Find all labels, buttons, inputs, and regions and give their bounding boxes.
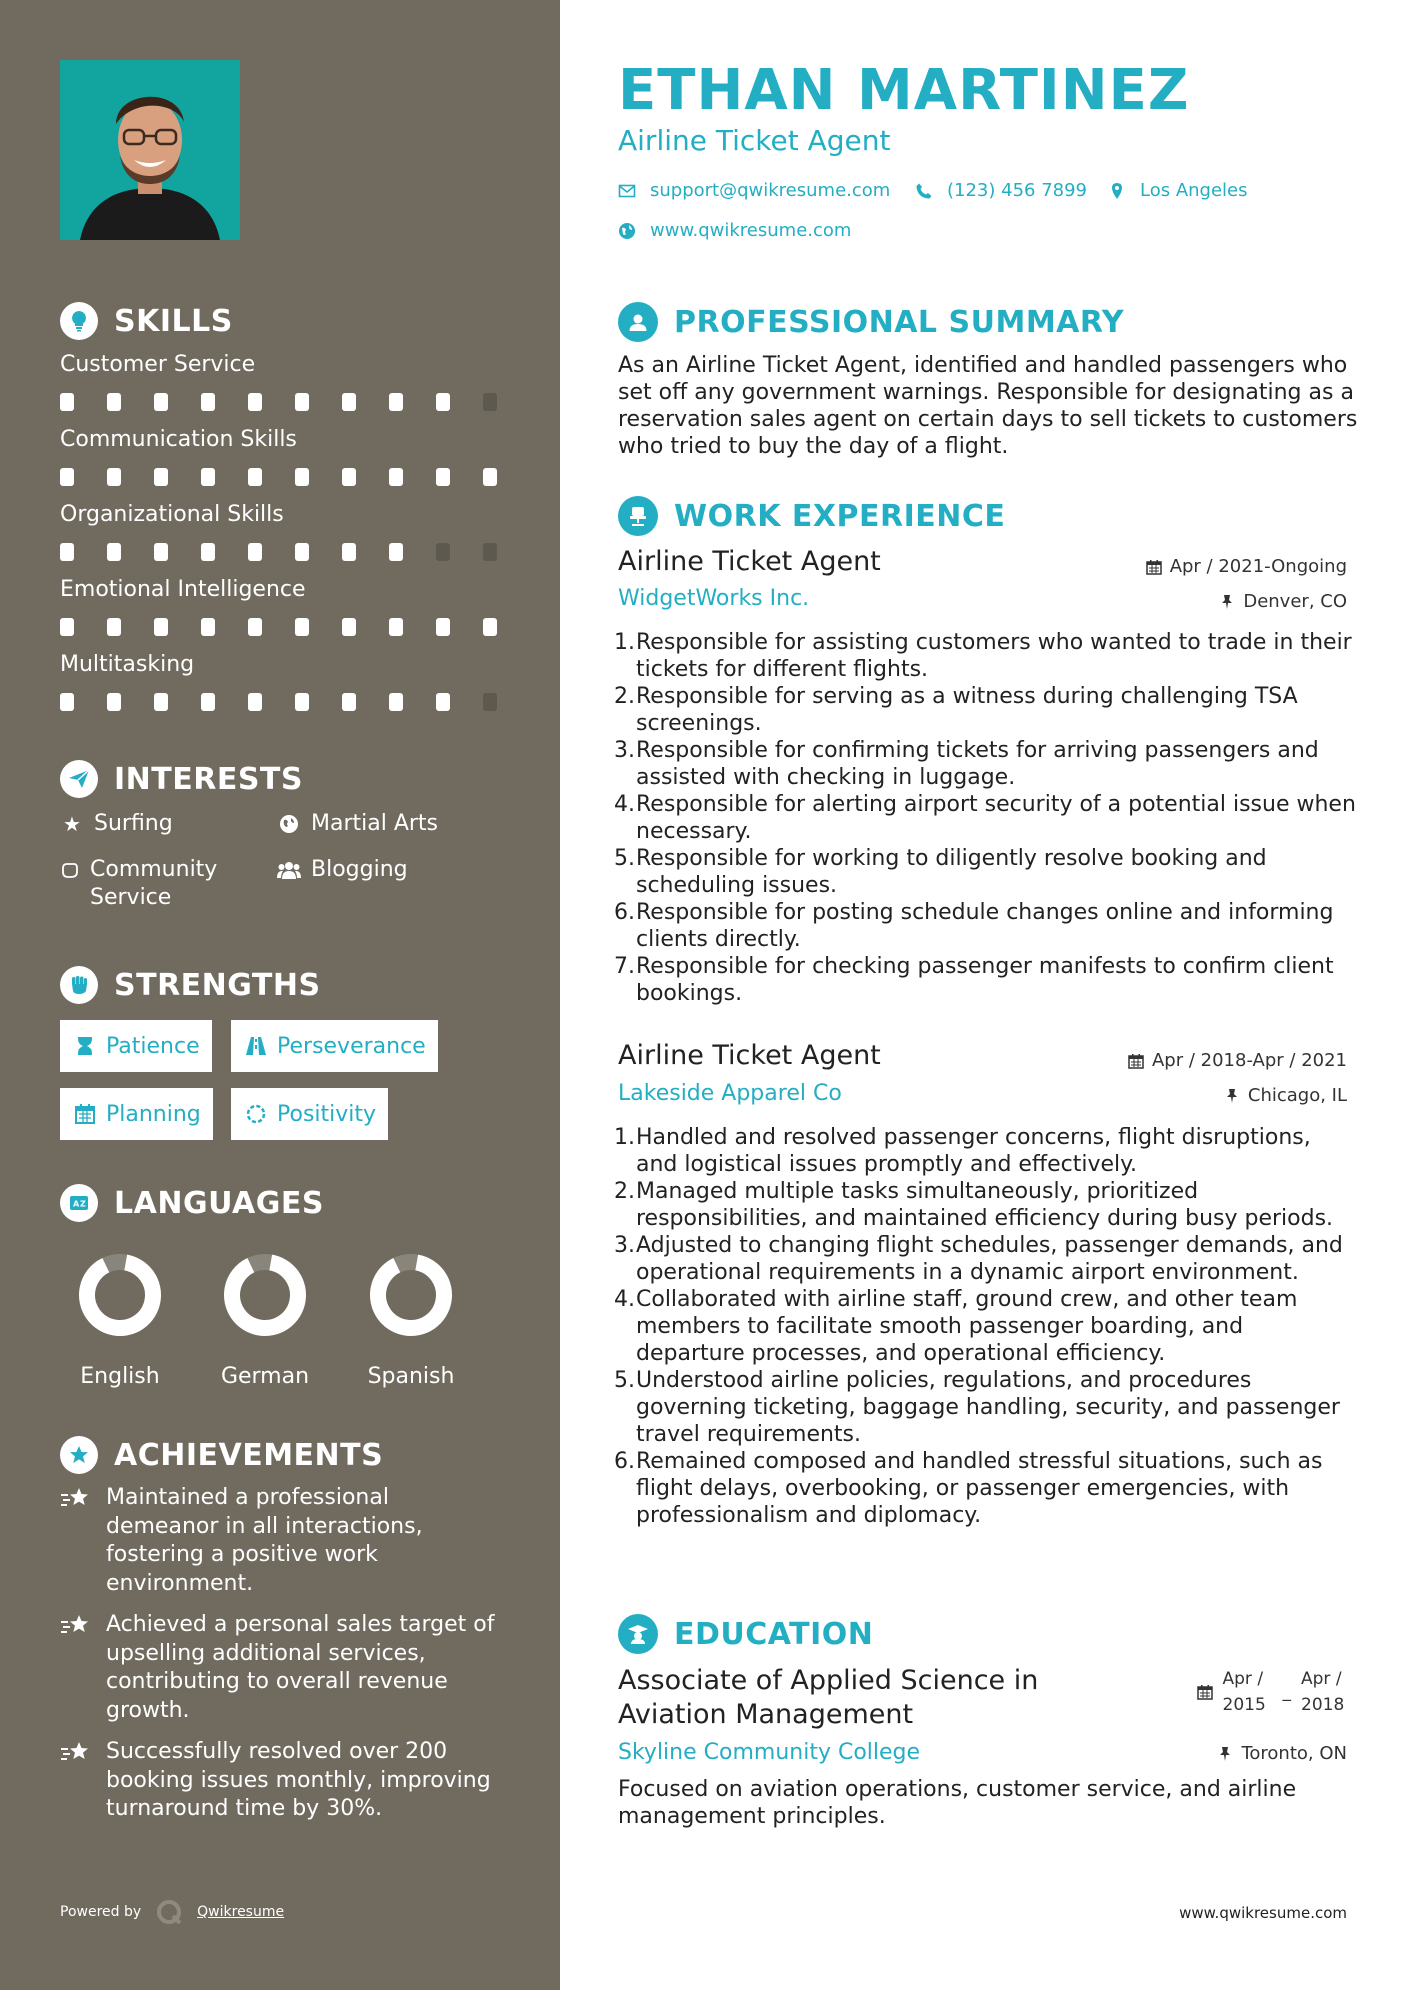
- candidate-name: ETHAN MARTINEZ: [618, 58, 1190, 123]
- bullet-item: Responsible for working to diligently resolve booking and scheduling issues.: [636, 846, 1267, 898]
- bullet-item: Handled and resolved passenger concerns, flight disruptions, and logistical issues promptly and effectively.: [636, 1125, 1311, 1177]
- achievement-item: [60, 1484, 500, 1598]
- interest-label: Martial Arts: [311, 811, 439, 836]
- skill-dot: [60, 618, 74, 636]
- phone-icon: [915, 182, 933, 200]
- interest-label: Surfing: [94, 811, 173, 836]
- email-text[interactable]: support@qwikresume.com: [650, 180, 891, 201]
- job-title: Airline Ticket Agent: [618, 1040, 881, 1071]
- skill-dot: [201, 618, 215, 636]
- skill-dot: [154, 618, 168, 636]
- skill-dot: [483, 468, 497, 486]
- bullet-item: Responsible for confirming tickets for arriving passengers and assisted with checking in luggage.: [636, 738, 1319, 790]
- users-icon: [277, 856, 301, 884]
- skill-dot: [436, 468, 450, 486]
- interest-label: Community Service: [90, 857, 218, 910]
- skill-dot: [389, 693, 403, 711]
- skill-dot: [60, 393, 74, 411]
- bullet-item: Managed multiple tasks simultaneously, prioritized responsibilities, and maintained efficiency during busy periods.: [636, 1179, 1334, 1231]
- calendar-icon: [1197, 1684, 1213, 1700]
- skill-dot: [389, 543, 403, 561]
- powered-by: [60, 1898, 284, 1926]
- strength-label: Planning: [106, 1101, 201, 1127]
- skill-rating: [60, 468, 500, 486]
- job-dates: [1146, 556, 1347, 577]
- bullet-item: Responsible for serving as a witness during challenging TSA screenings.: [636, 684, 1298, 736]
- powered-by-label: Powered by: [60, 1904, 142, 1920]
- company-name: Lakeside Apparel Co: [618, 1081, 842, 1106]
- qwikresume-logo-icon: [155, 1898, 183, 1926]
- calendar-icon: [1128, 1053, 1144, 1069]
- bullet-item: Responsible for alerting airport security of a potential issue when necessary.: [636, 792, 1356, 844]
- job-dates: [1128, 1050, 1347, 1071]
- education-end: Apr / 2018: [1301, 1669, 1345, 1715]
- skill-dot: [389, 468, 403, 486]
- strength-badge: [231, 1020, 438, 1072]
- skill-dot: [436, 543, 450, 561]
- skill-dot: [107, 543, 121, 561]
- strength-badge: [60, 1020, 212, 1072]
- calendar-icon: [1146, 559, 1162, 575]
- language-icon: [60, 1184, 98, 1222]
- lightbulb-icon: [60, 302, 98, 340]
- strength-label: Patience: [106, 1033, 200, 1059]
- envelope-icon: [618, 182, 636, 200]
- skill-item: [60, 427, 500, 486]
- skill-dot: [483, 393, 497, 411]
- education-heading: [618, 1614, 873, 1654]
- skill-dot: [107, 618, 121, 636]
- language-name: German: [220, 1364, 310, 1389]
- skill-dot: [201, 468, 215, 486]
- language-item: [215, 1252, 315, 1389]
- skill-dot: [342, 693, 356, 711]
- skill-rating: [60, 693, 500, 711]
- interests-heading: [60, 760, 303, 798]
- job-bullets: [618, 629, 1358, 1007]
- skill-dot: [342, 543, 356, 561]
- contact-website[interactable]: [618, 220, 851, 241]
- summary-heading: [618, 302, 1124, 342]
- skills-heading: [60, 302, 233, 340]
- sidebar: [0, 0, 560, 1990]
- paper-plane-icon: [60, 760, 98, 798]
- skill-dot: [342, 393, 356, 411]
- skill-dot: [60, 693, 74, 711]
- contact-email[interactable]: [618, 180, 890, 201]
- strengths-heading: [60, 966, 321, 1004]
- skill-dot: [248, 693, 262, 711]
- bullet-item: Responsible for assisting customers who wanted to trade in their tickets for different flights.: [636, 630, 1352, 682]
- skill-item: [60, 652, 500, 711]
- languages-heading: [60, 1184, 324, 1222]
- interest-item: [60, 856, 260, 912]
- education-start: Apr / 2015: [1222, 1669, 1266, 1715]
- hand-icon: [60, 856, 80, 884]
- skill-item: [60, 352, 500, 411]
- candidate-job-title: Airline Ticket Agent: [618, 124, 891, 157]
- degree-line: Aviation Management: [618, 1699, 914, 1730]
- achievement-item: [60, 1738, 500, 1824]
- skill-dot: [295, 693, 309, 711]
- job-location: [1224, 1085, 1347, 1106]
- skill-dot: [436, 693, 450, 711]
- svg-text:Z: Z: [80, 1199, 87, 1209]
- interests-title: INTERESTS: [114, 761, 303, 797]
- education-description: Focused on aviation operations, customer service, and airline management principles.: [618, 1777, 1297, 1829]
- pin-icon: [1224, 1088, 1240, 1104]
- bullet-item: Responsible for posting schedule changes online and informing clients directly.: [636, 900, 1334, 952]
- skill-dot: [342, 468, 356, 486]
- skill-dot: [201, 543, 215, 561]
- graduate-icon: [618, 1614, 658, 1654]
- interest-label: Blogging: [311, 857, 408, 882]
- trophy-star-icon: [60, 1436, 98, 1474]
- strength-badge: [60, 1088, 213, 1140]
- interest-item: [277, 856, 408, 884]
- skill-name: Multitasking: [60, 652, 195, 677]
- skill-dot: [295, 618, 309, 636]
- shooting-star-icon: [60, 1484, 92, 1598]
- job-dates-text: Apr / 2018-Apr / 2021: [1151, 1050, 1347, 1071]
- contact-phone[interactable]: [915, 180, 1087, 201]
- experience-heading: [618, 496, 1005, 536]
- language-name: Spanish: [367, 1364, 455, 1389]
- location-text: Los Angeles: [1140, 180, 1248, 201]
- education-dates: [1197, 1666, 1348, 1718]
- language-item: [70, 1252, 170, 1389]
- skill-dot: [201, 393, 215, 411]
- skill-dot: [483, 543, 497, 561]
- skill-dot: [154, 543, 168, 561]
- school-name: Skyline Community College: [618, 1740, 921, 1765]
- achievements-title: ACHIEVEMENTS: [114, 1437, 384, 1473]
- shooting-star-icon: [60, 1611, 92, 1725]
- language-item: [361, 1252, 461, 1389]
- skill-dot: [436, 393, 450, 411]
- achievement-text: Successfully resolved over 200 booking issues monthly, improving turnaround time by 30%.: [106, 1739, 491, 1821]
- skill-name: Emotional Intelligence: [60, 577, 306, 602]
- skill-rating: [60, 543, 500, 561]
- skill-name: Communication Skills: [60, 427, 297, 452]
- skill-dot: [154, 393, 168, 411]
- degree: [618, 1664, 1038, 1732]
- job-title: Airline Ticket Agent: [618, 546, 881, 577]
- skill-dot: [60, 468, 74, 486]
- bullet-item: Remained composed and handled stressful situations, such as flight delays, overbooking, or passenger emergencies, with professionalism and diplomacy.: [636, 1449, 1323, 1528]
- skill-dot: [342, 618, 356, 636]
- skill-rating: [60, 393, 500, 411]
- skill-dot: [107, 393, 121, 411]
- calendar-icon: [74, 1103, 96, 1125]
- skill-dot: [154, 468, 168, 486]
- road-icon: [245, 1035, 267, 1057]
- skill-name: Organizational Skills: [60, 502, 284, 527]
- globe-icon: [618, 222, 636, 240]
- website-text[interactable]: www.qwikresume.com: [650, 220, 852, 241]
- language-level-ring: [77, 1252, 163, 1338]
- skill-dot: [107, 693, 121, 711]
- globe-icon: [277, 810, 301, 838]
- interest-item: [277, 810, 438, 838]
- skill-dot: [389, 393, 403, 411]
- skills-title: SKILLS: [114, 303, 233, 339]
- profile-photo: [60, 60, 240, 240]
- summary-text: As an Airline Ticket Agent, identified and handled passengers who set off any government warnings. Responsible for designating as a reservation sales agent on certain days to sell tickets to customers who tried to buy the day of a flight.: [618, 353, 1358, 459]
- user-icon: [618, 302, 658, 342]
- achievements-heading: [60, 1436, 383, 1474]
- skill-dot: [436, 618, 450, 636]
- skill-item: [60, 502, 500, 561]
- achievement-text: Achieved a personal sales target of upselling additional services, contributing to overall revenue growth.: [106, 1612, 495, 1723]
- company-name: WidgetWorks Inc.: [618, 586, 810, 611]
- qwikresume-link[interactable]: Qwikresume: [197, 1904, 285, 1920]
- bullet-item: Understood airline policies, regulations, and procedures governing ticketing, baggage handling, security, and passenger travel requirements.: [636, 1368, 1340, 1447]
- hourglass-icon: [74, 1035, 96, 1057]
- pin-icon: [1217, 1746, 1233, 1762]
- strength-badge: [231, 1088, 388, 1140]
- map-pin-icon: [1108, 182, 1126, 200]
- bullet-item: Collaborated with airline staff, ground crew, and other team members to facilitate smooth passenger boarding, and departure processes, and operational efficiency.: [636, 1287, 1298, 1366]
- job-bullets: [618, 1124, 1358, 1529]
- languages-title: LANGUAGES: [114, 1185, 324, 1221]
- footer-website[interactable]: www.qwikresume.com: [1179, 1904, 1347, 1922]
- interest-item: [60, 810, 173, 838]
- achievement-item: [60, 1611, 500, 1725]
- contact-location: [1108, 180, 1248, 201]
- summary-title: PROFESSIONAL SUMMARY: [674, 304, 1125, 340]
- job-location-text: Denver, CO: [1243, 591, 1347, 612]
- strength-label: Perseverance: [277, 1033, 426, 1059]
- education-location: [1217, 1743, 1347, 1764]
- bullet-item: Adjusted to changing flight schedules, passenger demands, and operational requirements in a dynamic airport environment.: [636, 1233, 1343, 1285]
- svg-text:A: A: [73, 1199, 80, 1209]
- education-title: EDUCATION: [674, 1616, 874, 1652]
- star-icon: ★: [63, 812, 81, 836]
- skill-dot: [248, 468, 262, 486]
- skill-dot: [295, 393, 309, 411]
- skill-dot: [201, 693, 215, 711]
- skill-dot: [248, 393, 262, 411]
- skill-dot: [60, 543, 74, 561]
- job-location-text: Chicago, IL: [1247, 1085, 1347, 1106]
- experience-title: WORK EXPERIENCE: [674, 498, 1006, 534]
- bullet-item: Responsible for checking passenger manifests to confirm client bookings.: [636, 954, 1334, 1006]
- skill-dot: [389, 618, 403, 636]
- language-name: English: [80, 1364, 160, 1389]
- skill-rating: [60, 618, 500, 636]
- spinner-icon: [245, 1103, 267, 1125]
- skill-dot: [248, 543, 262, 561]
- achievement-text: Maintained a professional demeanor in all interactions, fostering a positive work environment.: [106, 1485, 423, 1596]
- pin-icon: [1219, 594, 1235, 610]
- language-level-ring: [222, 1252, 308, 1338]
- skill-item: [60, 577, 500, 636]
- main-content: [560, 0, 1407, 1990]
- degree-line: Associate of Applied Science in: [618, 1665, 1039, 1696]
- skill-dot: [154, 693, 168, 711]
- skill-dot: [107, 468, 121, 486]
- strengths-title: STRENGTHS: [114, 967, 321, 1003]
- date-separator: _: [1282, 1682, 1291, 1702]
- skill-name: Customer Service: [60, 352, 256, 377]
- job-dates-text: Apr / 2021-Ongoing: [1169, 556, 1347, 577]
- fist-icon: [60, 966, 98, 1004]
- skill-dot: [295, 468, 309, 486]
- shooting-star-icon: [60, 1738, 92, 1824]
- education-location-text: Toronto, ON: [1241, 1743, 1347, 1764]
- strength-label: Positivity: [277, 1101, 377, 1127]
- office-chair-icon: [618, 496, 658, 536]
- skill-dot: [483, 618, 497, 636]
- phone-text[interactable]: (123) 456 7899: [947, 180, 1088, 201]
- skill-dot: [295, 543, 309, 561]
- skill-dot: [483, 693, 497, 711]
- language-level-ring: [368, 1252, 454, 1338]
- job-location: [1219, 591, 1347, 612]
- skill-dot: [248, 618, 262, 636]
